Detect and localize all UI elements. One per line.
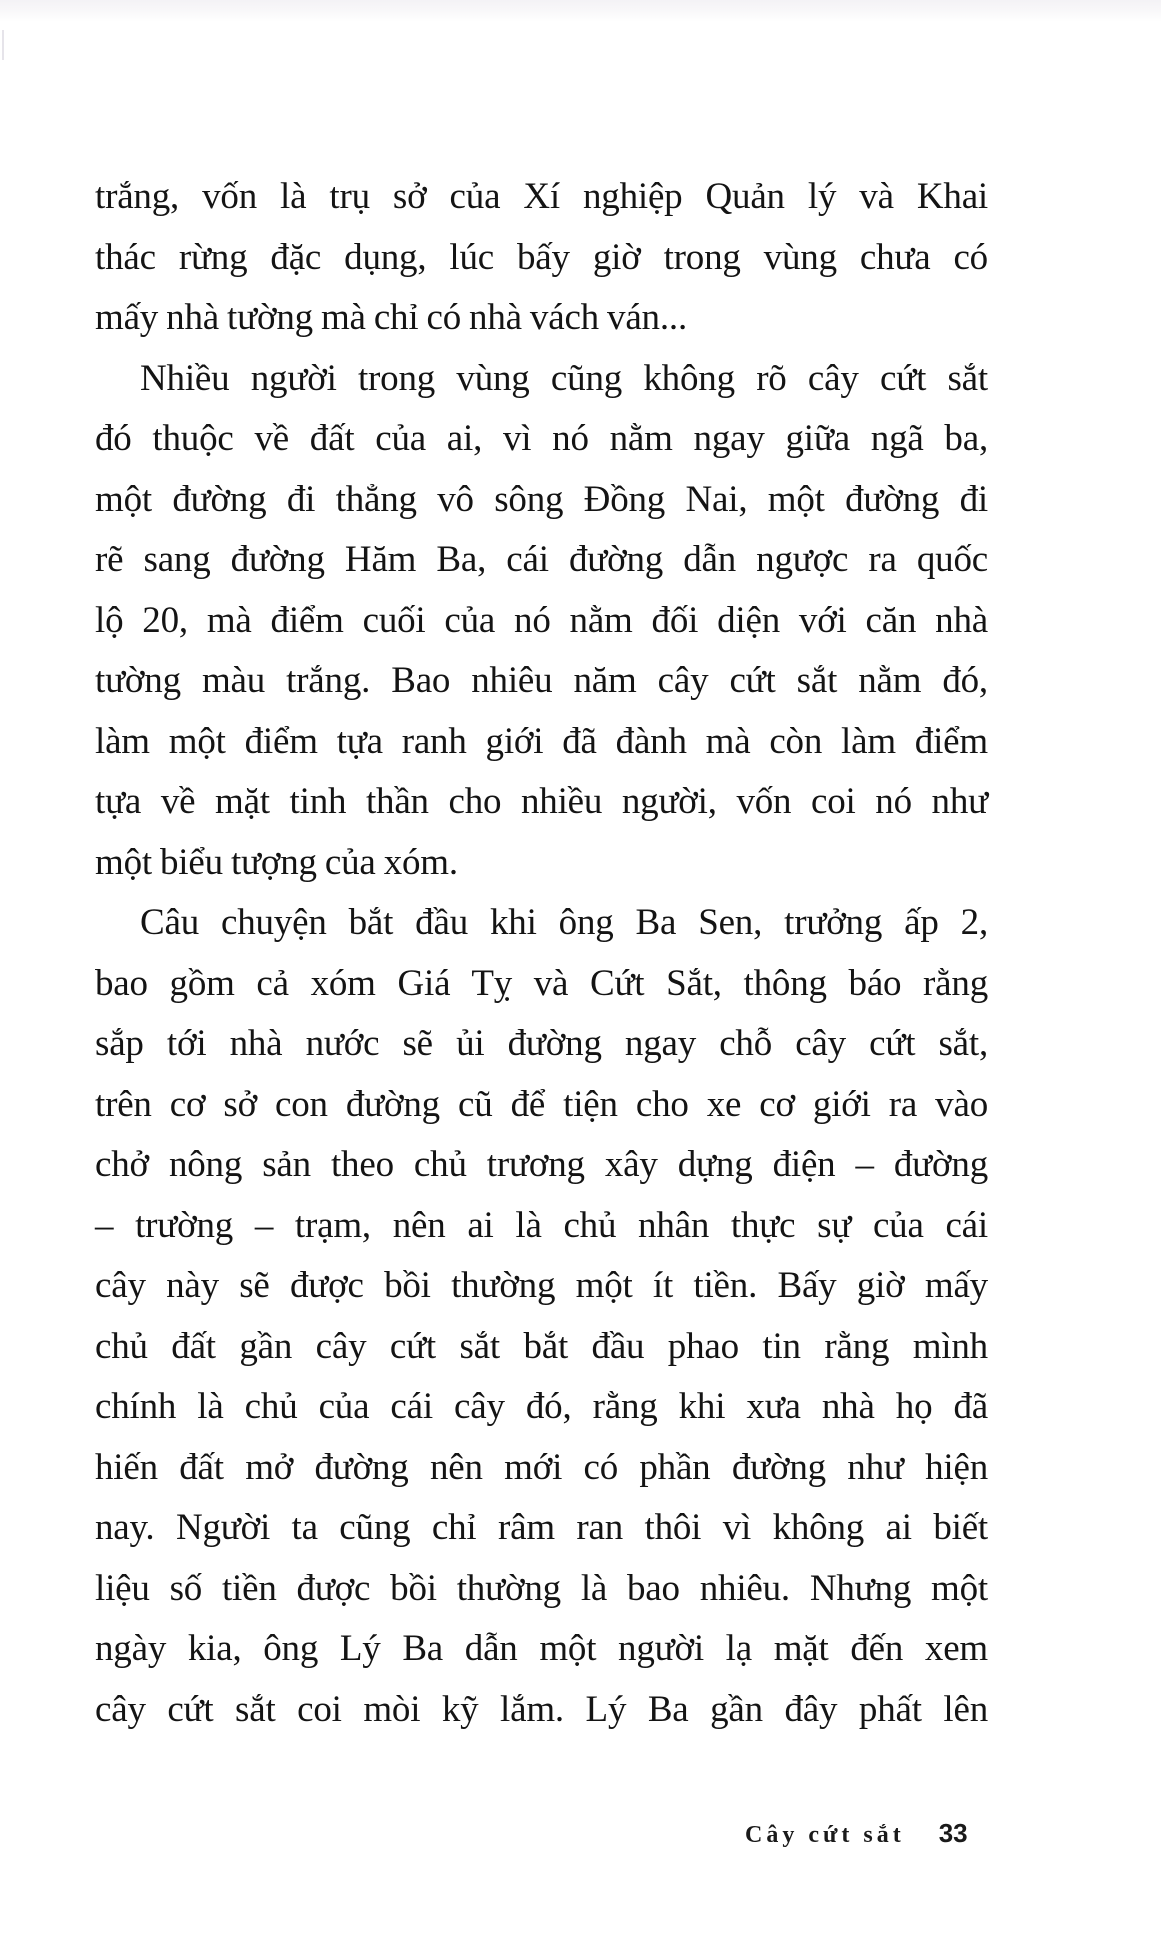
- page-footer: [745, 1818, 968, 1858]
- text-line: – trường – trạm, nên ai là chủ nhân thực sự của cái: [95, 1204, 988, 1246]
- scan-edge-mark: [2, 30, 4, 60]
- text-line: liệu số tiền được bồi thường là bao nhiêu. Nhưng một: [95, 1567, 988, 1609]
- text-line: một biểu tượng của xóm.: [95, 841, 458, 883]
- text-line: chở nông sản theo chủ trương xây dựng điện – đường: [95, 1144, 988, 1185]
- text-line: một đường đi thẳng vô sông Đồng Nai, một đường đi: [95, 478, 988, 520]
- text-line: Nhiều người trong vùng cũng không rõ cây cứt sắt: [140, 357, 988, 399]
- text-line: rẽ sang đường Hăm Ba, cái đường dẫn ngược ra quốc: [95, 539, 988, 580]
- paragraph-2: [95, 349, 988, 894]
- text-line: trắng, vốn là trụ sở của Xí nghiệp Quản lý và Khai: [95, 176, 988, 217]
- text-line: bao gồm cả xóm Giá Tỵ và Cứt Sắt, thông báo rằng: [95, 962, 988, 1004]
- text-line: chủ đất gần cây cứt sắt bắt đầu phao tin rằng mình: [95, 1325, 988, 1367]
- text-line: lộ 20, mà điểm cuối của nó nằm đối diện với căn nhà: [95, 599, 988, 641]
- text-line: chính là chủ của cái cây đó, rằng khi xưa nhà họ đã: [95, 1386, 988, 1427]
- text-line: sắp tới nhà nước sẽ ủi đường ngay chỗ cây cứt sắt,: [95, 1023, 988, 1064]
- text-line: trên cơ sở con đường cũ để tiện cho xe cơ giới ra vào: [95, 1083, 988, 1125]
- text-line: tựa về mặt tinh thần cho nhiều người, vốn coi nó như: [95, 781, 988, 822]
- page-body-text: [95, 167, 988, 1740]
- text-line: tường màu trắng. Bao nhiêu năm cây cứt sắt nằm đó,: [95, 660, 988, 701]
- text-line: đó thuộc về đất của ai, vì nó nằm ngay giữa ngã ba,: [95, 418, 988, 459]
- text-line: cây này sẽ được bồi thường một ít tiền. Bấy giờ mấy: [95, 1265, 988, 1306]
- text-line: cây cứt sắt coi mòi kỹ lắm. Lý Ba gần đây phất lên: [95, 1688, 988, 1730]
- text-line: làm một điểm tựa ranh giới đã đành mà còn làm điểm: [95, 720, 988, 762]
- paragraph-1: [95, 167, 988, 349]
- text-line: hiến đất mở đường nên mới có phần đường như hiện: [95, 1446, 988, 1488]
- page-number: 33: [938, 1818, 968, 1848]
- text-line: nay. Người ta cũng chỉ râm ran thôi vì không ai biết: [95, 1507, 988, 1548]
- text-line: Câu chuyện bắt đầu khi ông Ba Sen, trưởng ấp 2,: [140, 902, 988, 943]
- running-title: Cây cứt sắt: [745, 1822, 905, 1848]
- text-line: ngày kia, ông Lý Ba dẫn một người lạ mặt đến xem: [95, 1628, 988, 1669]
- paragraph-3: [95, 893, 988, 1740]
- text-line: thác rừng đặc dụng, lúc bấy giờ trong vùng chưa có: [95, 236, 988, 278]
- text-line: mấy nhà tường mà chỉ có nhà vách ván...: [95, 297, 687, 338]
- scan-edge-shadow: [0, 0, 1161, 22]
